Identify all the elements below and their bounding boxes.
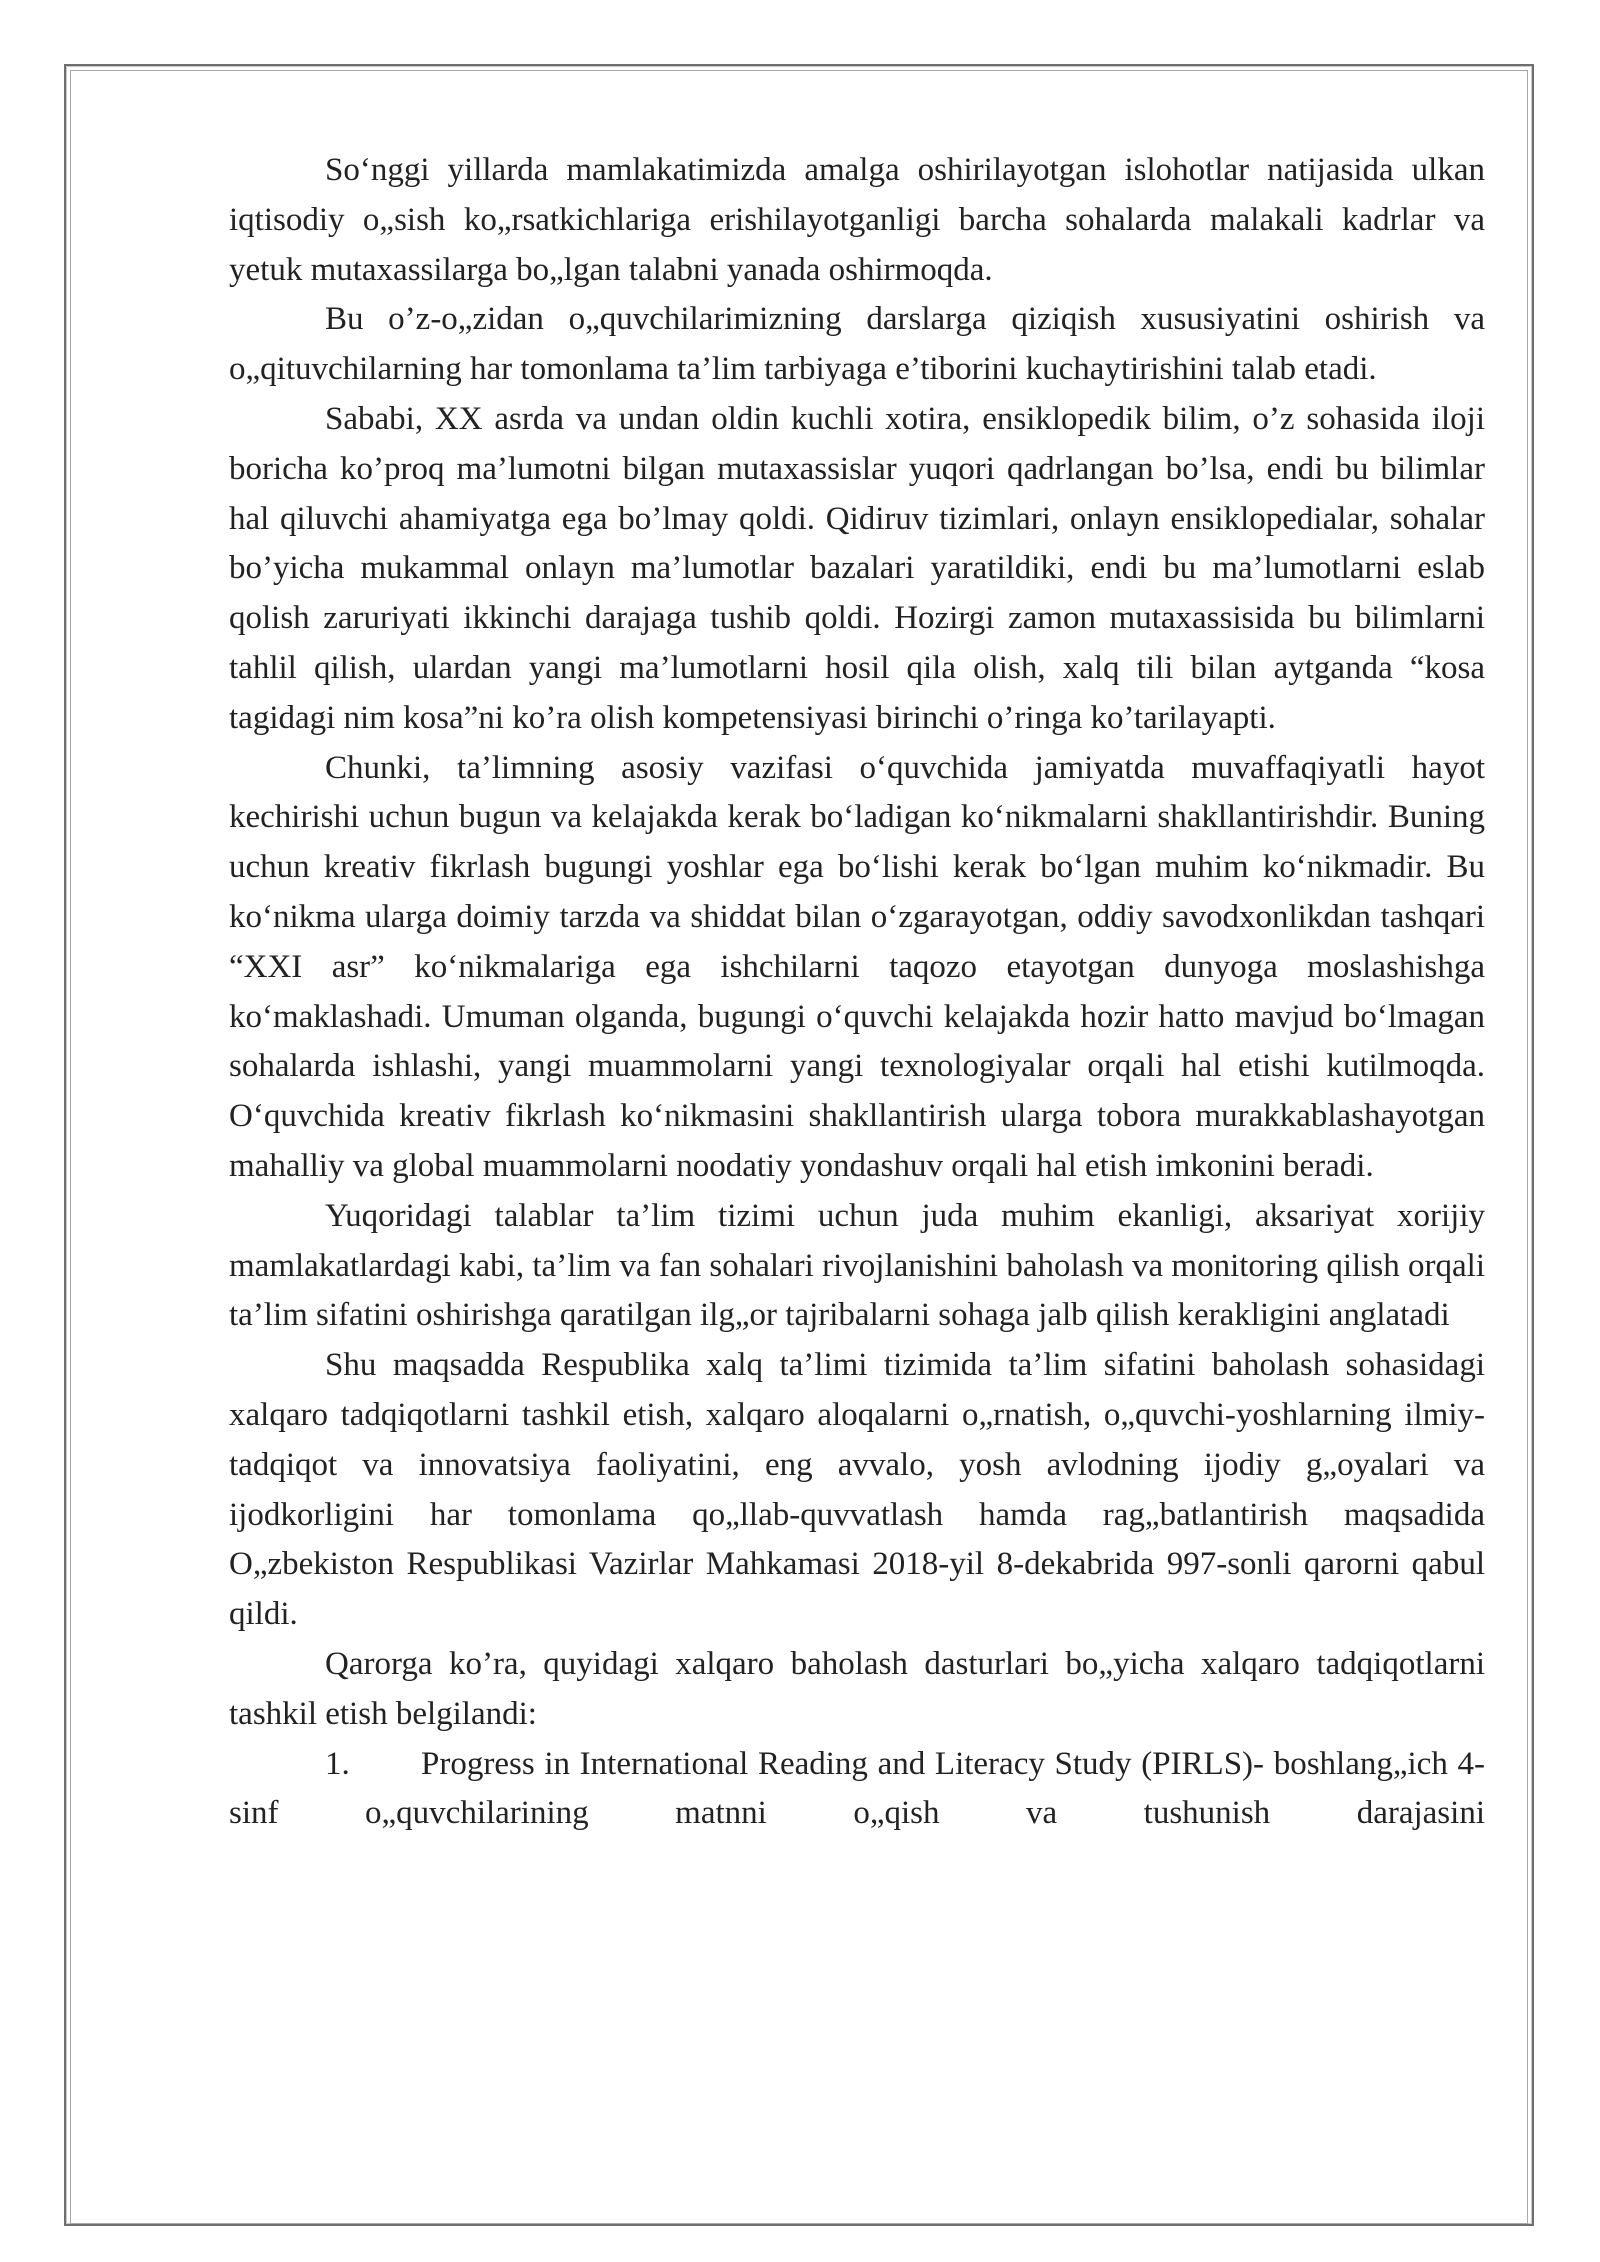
paragraph-6: Shu maqsadda Respublika xalq ta’limi tizimida ta’lim sifatini baholash sohasidagi xalqaro tadqiqotlarni tashkil etish, xalqaro aloqalarni o„rnatish, o„quvchi-yoshlarning ilmiy-tadqiqot va innovatsiya faoliyatini, eng avvalo, yosh avlodning ijodiy g„oyalari va ijodkorligini har tomonlama qo„llab-quvvatlash hamda rag„batlantirish maqsadida O„zbekiston Respublikasi Vazirlar Mahkamasi 2018-yil 8-dekabrida 997-sonli qarorni qabul qildi. <box>229 1347 1485 1633</box>
paragraph-2: Bu o’z-o„zidan o„quvchilarimizning darslarga qiziqish xususiyatini oshirish va o„qituvchilarning har tomonlama ta’lim tarbiyaga e’tiborini kuchaytirishini talab etadi. <box>229 301 1485 388</box>
paragraph-3: Sababi, XX asrda va undan oldin kuchli xotira, ensiklopedik bilim, o’z sohasida iloji boricha ko’proq ma’lumotni bilgan mutaxassislar yuqori qadrlangan bo’lsa, endi bu bilimlar hal qiluvchi ahamiyatga ega bo’lmay qoldi. Qidiruv tizimlari, onlayn ensiklopedialar, sohalar bo’yicha mukammal onlayn ma’lumotlar bazalari yaratildiki, endi bu ma’lumotlarni eslab qolish zaruriyati ikkinchi darajaga tushib qoldi. Hozirgi zamon mutaxassisida bu bilimlarni tahlil qilish, ulardan yangi ma’lumotlarni hosil qila olish, xalq tili bilan aytganda “kosa tagidagi nim kosa”ni ko’ra olish kompetensiyasi birinchi o’ringa ko’tarilayapti. <box>229 400 1485 736</box>
document-body <box>229 146 1485 1839</box>
paragraph-1: So‘nggi yillarda mamlakatimizda amalga oshirilayotgan islohotlar natijasida ulkan iqtisodiy o„sish ko„rsatkichlariga erishilayotganligi barcha sohalarda malakali kadrlar va yetuk mutaxassilarga bo„lgan talabni yanada oshirmoqda. <box>229 152 1485 288</box>
list-item-number: 1. <box>325 1745 350 1782</box>
paragraph-5: Yuqoridagi talablar ta’lim tizimi uchun juda muhim ekanligi, aksariyat xorijiy mamlakatlardagi kabi, ta’lim va fan sohalari rivojlanishini baholash va monitoring qilish orqali ta’lim sifatini oshirishga qaratilgan ilg„or tajribalarni sohaga jalb qilish kerakligini anglatadi <box>229 1197 1485 1334</box>
numbered-list-item <box>229 1740 1485 1840</box>
paragraph-7: Qarorga ko’ra, quyidagi xalqaro baholash dasturlari bo„yicha xalqaro tadqiqotlarni tashkil etish belgilandi: <box>229 1645 1485 1732</box>
paragraph-4: Chunki, ta’limning asosiy vazifasi o‘quvchida jamiyatda muvaffaqiyatli hayot kechirishi uchun bugun va kelajakda kerak bo‘ladigan ko‘nikmalarni shakllantirishdir. Buning uchun kreativ fikrlash bugungi yoshlar ega bo‘lishi kerak bo‘lgan muhim ko‘nikmadir. Bu ko‘nikma ularga doimiy tarzda va shiddat bilan o‘zgarayotgan, oddiy savodxonlikdan tashqari “XXI asr” ko‘nikmalariga ega ishchilarni taqozo etayotgan dunyoga moslashishga ko‘maklashadi. Umuman olganda, bugungi o‘quvchi kelajakda hozir hatto mavjud bo‘lmagan sohalarda ishlashi, yangi muammolarni yangi texnologiyalar orqali hal etishi kutilmoqda. O‘quvchida kreativ fikrlash ko‘nikmasini shakllantirish ularga tobora murakkablashayotgan mahalliy va global muammolarni noodatiy yondashuv orqali hal etish imkonini beradi. <box>229 749 1485 1184</box>
list-item-text: Progress in International Reading and Literacy Study (PIRLS)- boshlang„ich 4-sinf o„quvchilarining matnni o„qish va tushunish darajasini <box>229 1745 1485 1832</box>
